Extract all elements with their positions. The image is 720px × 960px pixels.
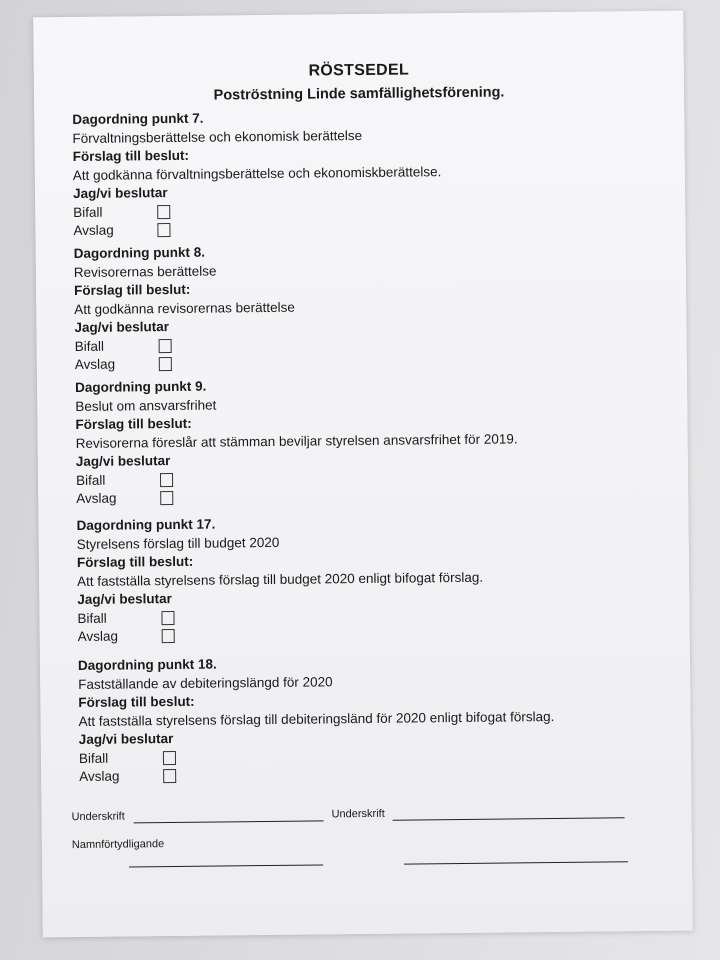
section-heading: Dagordning punkt 8. xyxy=(73,244,205,262)
approve-checkbox[interactable] xyxy=(161,611,174,625)
page-subtitle: Poströstning Linde samfällighetsförening. xyxy=(213,84,505,104)
name-clarification-line-1[interactable] xyxy=(129,864,323,867)
approve-label: Bifall xyxy=(78,750,109,766)
reject-label: Avslag xyxy=(73,222,114,239)
proposal-label: Förslag till beslut: xyxy=(72,147,189,165)
reject-checkbox[interactable] xyxy=(163,769,176,783)
page-title: RÖSTSEDEL xyxy=(308,61,410,80)
agenda-section-8 xyxy=(74,239,655,375)
decision-label: Jag/vi beslutar xyxy=(78,731,174,747)
section-topic: Styrelsens förslag till budget 2020 xyxy=(76,534,280,552)
proposal-label: Förslag till beslut: xyxy=(76,553,194,571)
approve-checkbox[interactable] xyxy=(160,473,173,487)
proposal-text: Att godkänna revisorernas berättelse xyxy=(74,299,295,317)
reject-checkbox[interactable] xyxy=(159,357,172,371)
approve-label: Bifall xyxy=(74,338,104,354)
agenda-section-17 xyxy=(76,511,657,647)
proposal-label: Förslag till beslut: xyxy=(78,693,195,710)
reject-checkbox[interactable] xyxy=(157,223,170,237)
proposal-label: Förslag till beslut: xyxy=(75,415,192,433)
signature-label-2: Underskrift xyxy=(331,807,385,821)
section-topic: Förvaltningsberättelse och ekonomisk berättelse xyxy=(72,127,363,146)
section-heading: Dagordning punkt 7. xyxy=(72,110,204,128)
approve-label: Bifall xyxy=(73,204,103,220)
reject-label: Avslag xyxy=(77,628,119,644)
approve-checkbox[interactable] xyxy=(157,205,170,219)
decision-label: Jag/vi beslutar xyxy=(75,453,171,470)
section-heading: Dagordning punkt 9. xyxy=(74,378,207,396)
proposal-label: Förslag till beslut: xyxy=(73,281,191,299)
agenda-section-18 xyxy=(78,651,659,787)
signature-label-1: Underskrift xyxy=(71,810,125,824)
reject-label: Avslag xyxy=(74,356,116,373)
name-clarification-line-2[interactable] xyxy=(404,861,628,864)
section-topic: Revisorernas berättelse xyxy=(73,263,217,280)
proposal-text: Att fastställa styrelsens förslag till debiteringsländ för 2020 enligt bifogat förslag. xyxy=(78,708,555,729)
agenda-section-7 xyxy=(72,105,653,241)
ballot-paper xyxy=(33,11,693,938)
name-clarification-label: Namnförtydligande xyxy=(71,838,165,852)
agenda-section-9 xyxy=(75,373,656,509)
decision-label: Jag/vi beslutar xyxy=(74,319,170,336)
proposal-text: Att fastställa styrelsens förslag till budget 2020 enligt bifogat förslag. xyxy=(77,569,484,589)
approve-checkbox[interactable] xyxy=(159,339,172,353)
section-heading: Dagordning punkt 17. xyxy=(76,516,216,534)
approve-label: Bifall xyxy=(77,610,107,626)
approve-checkbox[interactable] xyxy=(163,751,176,765)
proposal-text: Att godkänna förvaltningsberättelse och ekonomiskberättelse. xyxy=(72,163,442,183)
reject-label: Avslag xyxy=(79,768,120,784)
signature-line-1[interactable] xyxy=(134,820,324,823)
reject-checkbox[interactable] xyxy=(162,629,175,643)
section-topic: Fastställande av debiteringslängd för 2020 xyxy=(78,673,333,692)
signature-line-2[interactable] xyxy=(393,817,625,820)
decision-label: Jag/vi beslutar xyxy=(77,591,172,607)
reject-checkbox[interactable] xyxy=(160,491,173,505)
proposal-text: Revisorerna föreslår att stämman beviljar styrelsen ansvarsfrihet för 2019. xyxy=(75,430,518,451)
section-heading: Dagordning punkt 18. xyxy=(77,656,217,673)
decision-label: Jag/vi beslutar xyxy=(72,185,168,202)
reject-label: Avslag xyxy=(76,490,117,507)
section-topic: Beslut om ansvarsfrihet xyxy=(75,397,217,414)
approve-label: Bifall xyxy=(75,472,106,488)
